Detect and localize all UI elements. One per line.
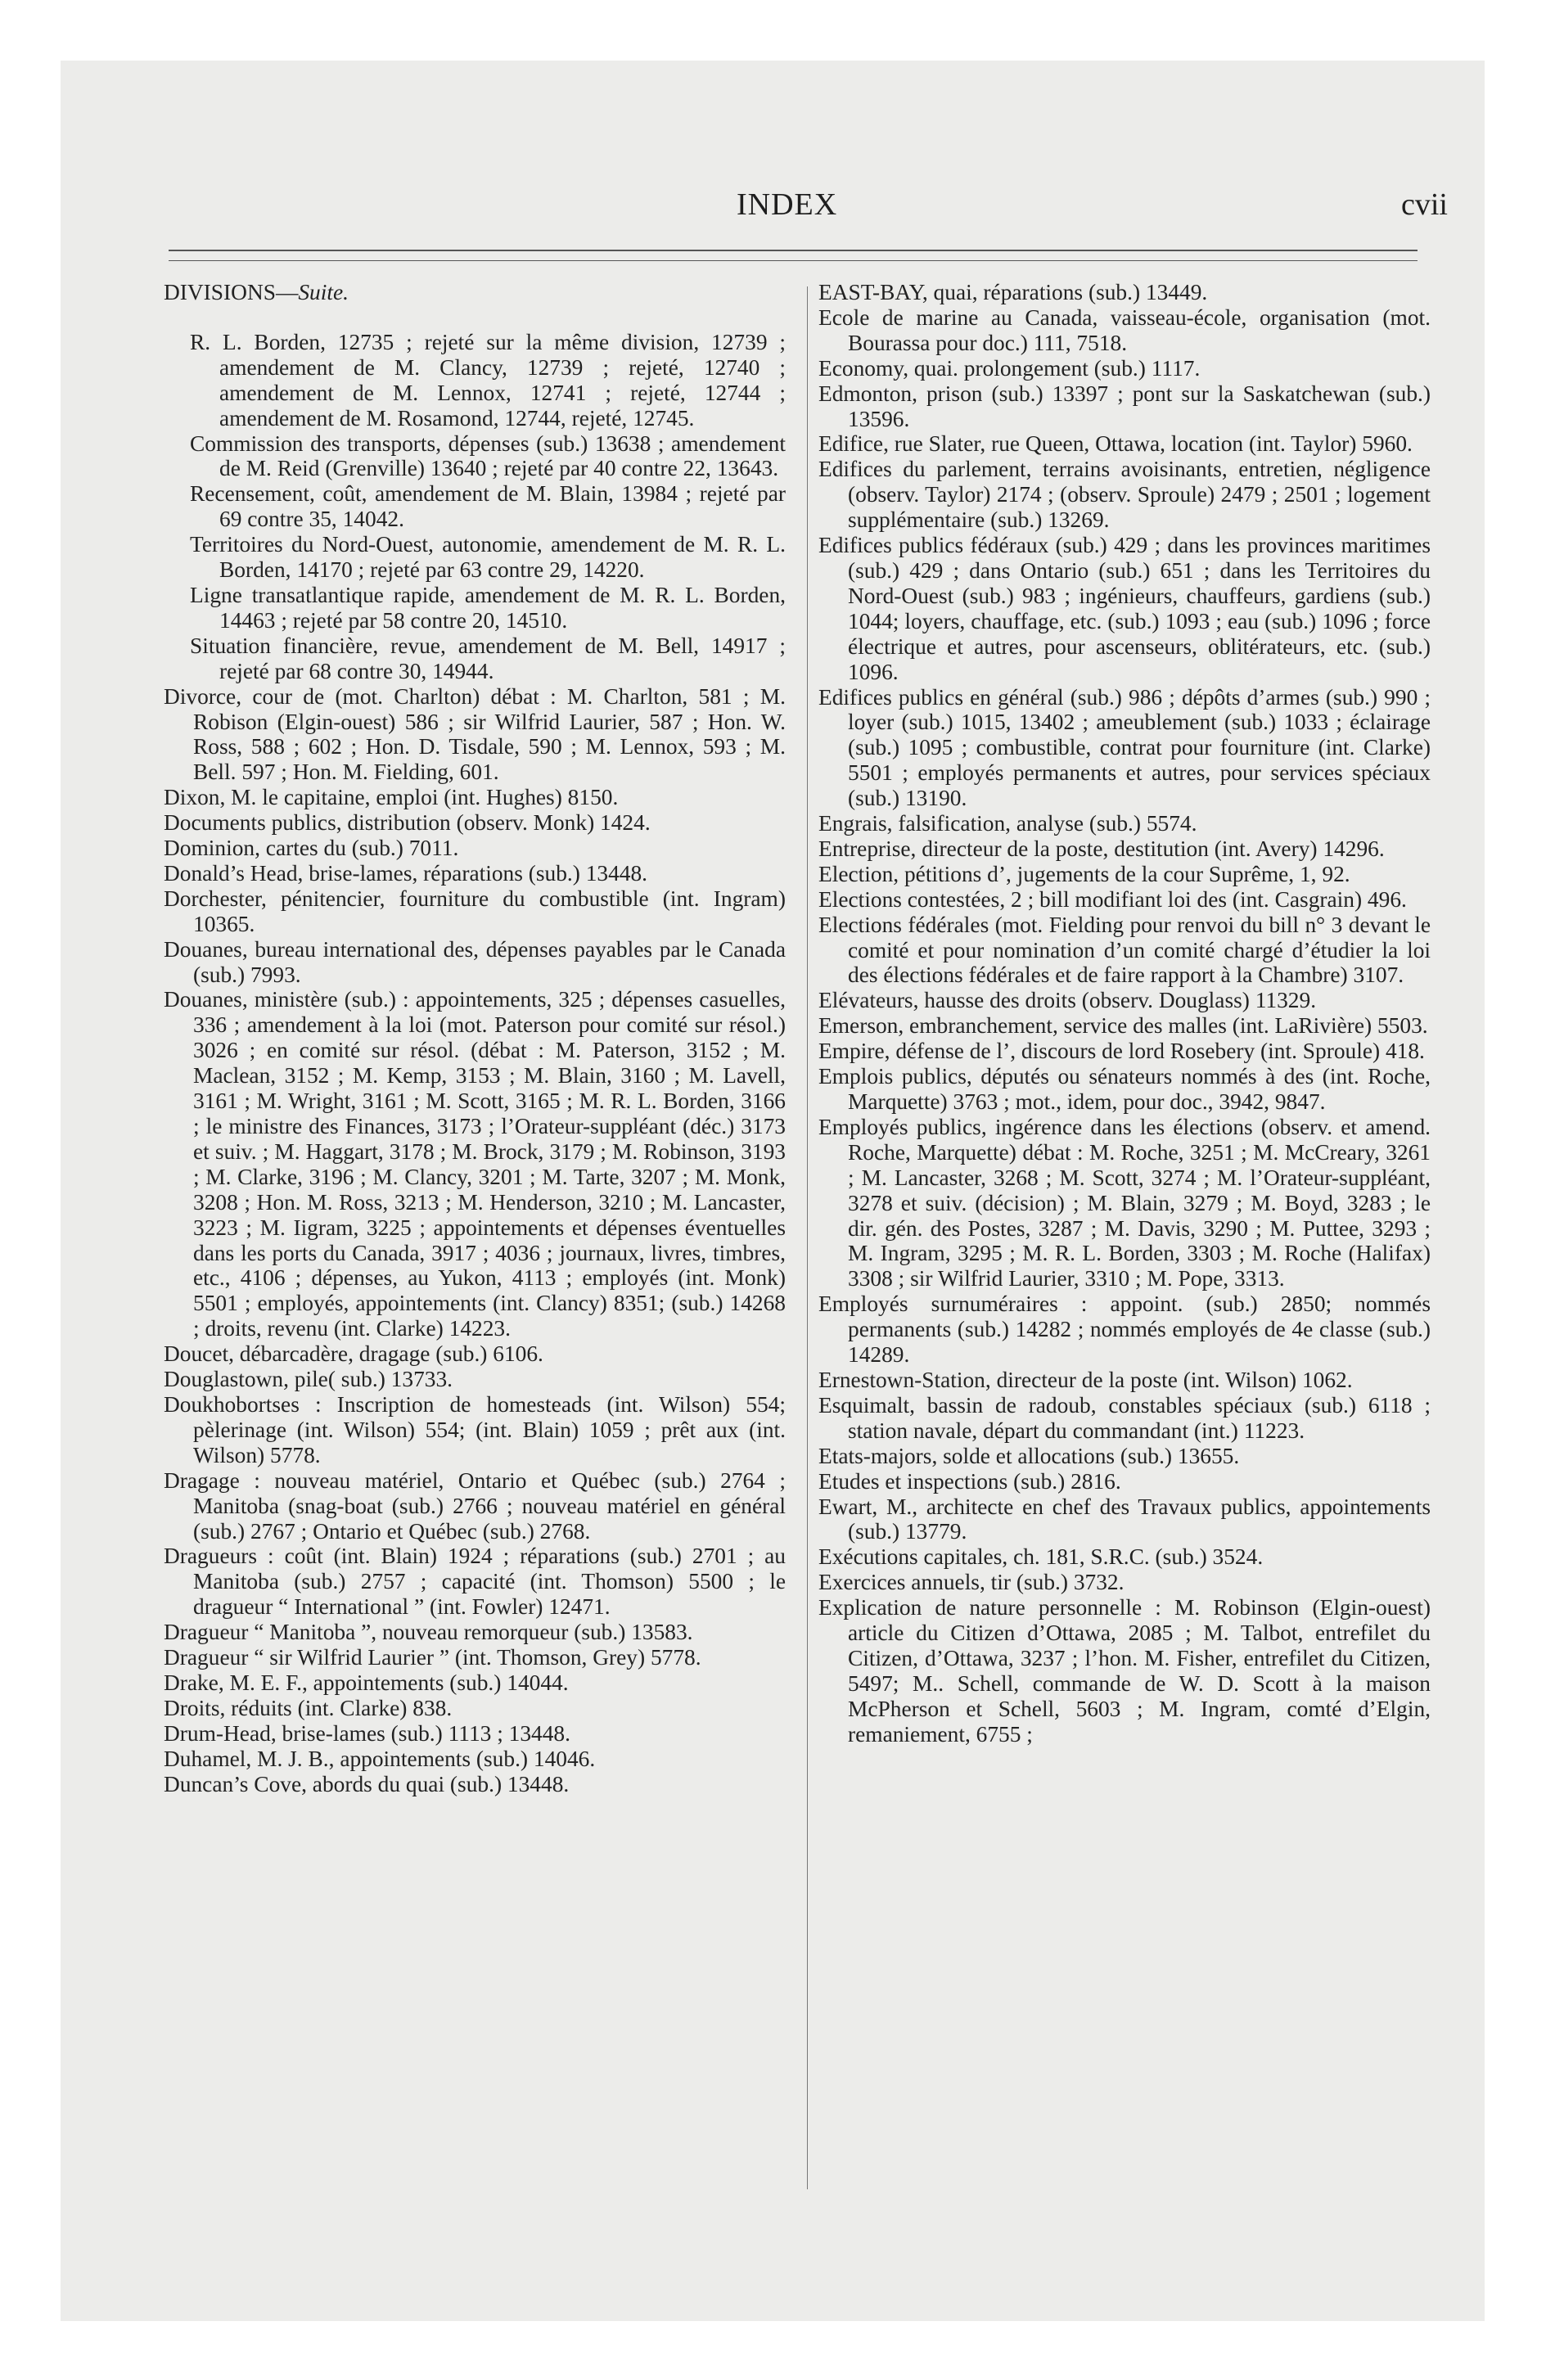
list-item: Explication de nature personnelle : M. Robinson (Elgin-ouest) article du Citizen d’Ottawa, 2085 ; M. Talbot, entrefilet du Citizen, d’Ottawa, 3237 ; l’hon. M. Fisher, entrefilet du Citizen, 5497; M.. Schell, commande de W. D. Scott à la maison McPherson et Schell, 5603 ; M. Ingram, comté d’Elgin, remaniement, 6755 ; bbox=[818, 1595, 1431, 1747]
list-item: Employés surnuméraires : appoint. (sub.) 2850; nommés permanents (sub.) 14282 ; nommés employés de 4e classe (sub.) 14289. bbox=[818, 1291, 1431, 1368]
list-item: Economy, quai. prolongement (sub.) 1117. bbox=[818, 355, 1201, 381]
list-item: Duhamel, M. J. B., appointements (sub.) 14046. bbox=[164, 1746, 596, 1771]
list-item: Engrais, falsification, analyse (sub.) 5574. bbox=[818, 811, 1197, 836]
list-item: Douanes, ministère (sub.) : appointements, 325 ; dépenses casuelles, 336 ; amendement à la loi (mot. Paterson pour comité sur résol.) 3026 ; en comité sur résol. (débat : M. Paterson, 3152 ; M. Maclean, 3152 ; M. Kemp, 3153 ; M. Blain, 3160 ; M. Lavell, 3161 ; M. Wright, 3161 ; M. Scott, 3165 ; M. R. L. Borden, 3166 ; le ministre des Finances, 3173 ; l’Orateur-suppléant (déc.) 3173 et suiv. ; M. Haggart, 3178 ; M. Brock, 3179 ; M. Robinson, 3193 ; M. Clarke, 3196 ; M. Clancy, 3201 ; M. Tarte, 3207 ; M. Monk, 3208 ; Hon. M. Ross, 3213 ; M. Henderson, 3210 ; M. Lancaster, 3223 ; M. Iigram, 3225 ; appointements et dépenses éventuelles dans les ports du Canada, 3917 ; 4036 ; journaux, livres, timbres, etc., 4106 ; dépenses, au Yukon, 4113 ; employés (int. Monk) 5501 ; employés, appointements (int. Clancy) 8351; (sub.) 14268 ; droits, revenu (int. Clarke) 14223. bbox=[164, 987, 786, 1341]
list-item: Elections contestées, 2 ; bill modifiant loi des (int. Casgrain) 496. bbox=[818, 886, 1407, 912]
list-item: Divorce, cour de (mot. Charlton) débat : M. Charlton, 581 ; M. Robison (Elgin-ouest) 586 ; sir Wilfrid Laurier, 587 ; Hon. W. Ross, 588 ; 602 ; Hon. D. Tisdale, 590 ; M. Lennox, 593 ; M. Bell. 597 ; Hon. M. Fielding, 601. bbox=[164, 683, 786, 785]
list-item: Etudes et inspections (sub.) 2816. bbox=[818, 1468, 1121, 1494]
list-item: Dominion, cartes du (sub.) 7011. bbox=[164, 836, 459, 861]
list-item: Elections fédérales (mot. Fielding pour renvoi du bill n° 3 devant le comité et pour nomination d’un comité chargé d’étudier la loi des élections fédérales et de faire rapport à la Chambre) 3107. bbox=[818, 912, 1431, 988]
list-item: Commission des transports, dépenses (sub.) 13638 ; amendement de M. Reid (Grenville) 13640 ; rejeté par 40 contre 22, 13643. bbox=[190, 430, 786, 481]
list-item: Dragueurs : coût (int. Blain) 1924 ; réparations (sub.) 2701 ; au Manitoba (sub.) 2757 ; capacité (int. Thomson) 5500 ; le dragueur “ International ” (int. Fowler) 12471. bbox=[164, 1544, 786, 1620]
section-heading bbox=[164, 280, 786, 305]
list-item: Duncan’s Cove, abords du quai (sub.) 13448. bbox=[164, 1771, 570, 1796]
section-heading-suite: Suite. bbox=[298, 280, 349, 304]
list-item: Elévateurs, hausse des droits (observ. Douglass) 11329. bbox=[818, 988, 1317, 1013]
list-item: Ligne transatlantique rapide, amendement de M. R. L. Borden, 14463 ; rejeté par 58 contre 20, 14510. bbox=[190, 582, 786, 633]
list-item: Drum-Head, brise-lames (sub.) 1113 ; 13448. bbox=[164, 1720, 570, 1746]
list-item: EAST-BAY, quai, réparations (sub.) 13449. bbox=[818, 280, 1208, 304]
list-item: Entreprise, directeur de la poste, destitution (int. Avery) 14296. bbox=[818, 836, 1385, 861]
list-item: Documents publics, distribution (observ. Monk) 1424. bbox=[164, 810, 651, 836]
list-item: Recensement, coût, amendement de M. Blain, 13984 ; rejeté par 69 contre 35, 14042. bbox=[190, 481, 786, 532]
list-item: Dixon, M. le capitaine, emploi (int. Hughes) 8150. bbox=[164, 785, 619, 810]
list-item: Edifices publics fédéraux (sub.) 429 ; dans les provinces maritimes (sub.) 429 ; dans Ontario (sub.) 651 ; dans les Territoires du Nord-Ouest (sub.) 983 ; ingénieurs, chauffeurs, gardiens (sub.) 1044; loyers, chauffage, etc. (sub.) 1093 ; eau (sub.) 1096 ; force électrique et autres, pour ascenseurs, oblitérateurs, etc. (sub.) 1096. bbox=[818, 533, 1431, 684]
list-item: Edifices publics en général (sub.) 986 ; dépôts d’armes (sub.) 990 ; loyer (sub.) 1015, 13402 ; ameublement (sub.) 1033 ; éclairage (sub.) 1095 ; combustible, contrat pour fourniture (int. Clarke) 5501 ; employés permanents et autres, pour services spéciaux (sub.) 13190. bbox=[818, 684, 1431, 811]
list-item: Exercices annuels, tir (sub.) 3732. bbox=[818, 1570, 1125, 1595]
list-item: Edifices du parlement, terrains avoisinants, entretien, négligence (observ. Taylor) 2174 ; (observ. Sproule) 2479 ; 2501 ; logement supplémentaire (sub.) 13269. bbox=[818, 457, 1431, 533]
list-item: Emerson, embranchement, service des malles (int. LaRivière) 5503. bbox=[818, 1013, 1428, 1039]
page-title: INDEX bbox=[737, 187, 838, 222]
right-column bbox=[818, 280, 1431, 1747]
list-item: Election, pétitions d’, jugements de la cour Suprême, 1, 92. bbox=[818, 861, 1350, 886]
list-item: Ewart, M., architecte en chef des Travaux publics, appointements (sub.) 13779. bbox=[818, 1494, 1431, 1544]
list-item: Dragueur “ Manitoba ”, nouveau remorqueur (sub.) 13583. bbox=[164, 1620, 693, 1645]
list-item: Drake, M. E. F., appointements (sub.) 14044. bbox=[164, 1670, 569, 1695]
list-item: Ernestown-Station, directeur de la poste (int. Wilson) 1062. bbox=[818, 1367, 1353, 1392]
list-item: Emplois publics, députés ou sénateurs nommés à des (int. Roche, Marquette) 3763 ; mot., idem, pour doc., 3942, 9847. bbox=[818, 1064, 1431, 1114]
list-item: Etats-majors, solde et allocations (sub.) 13655. bbox=[818, 1443, 1240, 1468]
list-item: Exécutions capitales, ch. 181, S.R.C. (sub.) 3524. bbox=[818, 1544, 1264, 1570]
list-item: Edmonton, prison (sub.) 13397 ; pont sur la Saskatchewan (sub.) 13596. bbox=[818, 381, 1431, 431]
list-item: Empire, défense de l’, discours de lord Rosebery (int. Sproule) 418. bbox=[818, 1039, 1425, 1064]
left-column bbox=[164, 280, 786, 1796]
list-item: Droits, réduits (int. Clarke) 838. bbox=[164, 1695, 453, 1720]
header-rule bbox=[169, 250, 1418, 251]
list-item: Edifice, rue Slater, rue Queen, Ottawa, location (int. Taylor) 5960. bbox=[818, 431, 1413, 457]
list-item: Dragage : nouveau matériel, Ontario et Québec (sub.) 2764 ; Manitoba (snag-boat (sub.) 2766 ; nouveau matériel en général (sub.) 2767 ; Ontario et Québec (sub.) 2768. bbox=[164, 1467, 786, 1544]
list-item: Doucet, débarcadère, dragage (sub.) 6106. bbox=[164, 1341, 543, 1367]
list-item: Dragueur “ sir Wilfrid Laurier ” (int. Thomson, Grey) 5778. bbox=[164, 1645, 701, 1670]
list-item: Situation financière, revue, amendement de M. Bell, 14917 ; rejeté par 68 contre 30, 14944. bbox=[190, 633, 786, 683]
list-item: Employés publics, ingérence dans les élections (observ. et amend. Roche, Marquette) débat : M. Roche, 3251 ; M. McCreary, 3261 ; M. Lancaster, 3268 ; M. Scott, 3274 ; M. l’Orateur-suppléant, 3278 et suiv. (décision) ; M. Blain, 3279 ; M. Boyd, 3283 ; le dir. gén. des Postes, 3287 ; M. Davis, 3290 ; M. Puttee, 3293 ; M. Ingram, 3295 ; M. R. L. Borden, 3303 ; M. Roche (Halifax) 3308 ; sir Wilfrid Laurier, 3310 ; M. Pope, 3313. bbox=[818, 1114, 1431, 1291]
page-number: cvii bbox=[1401, 187, 1448, 222]
list-item: Douglastown, pile( sub.) 13733. bbox=[164, 1367, 453, 1392]
list-item: Esquimalt, bassin de radoub, constables spéciaux (sub.) 6118 ; station navale, départ du commandant (int.) 11223. bbox=[818, 1392, 1431, 1443]
header-rule-thin bbox=[169, 260, 1418, 261]
column-divider bbox=[807, 286, 808, 2189]
list-item: R. L. Borden, 12735 ; rejeté sur la même division, 12739 ; amendement de M. Clancy, 12739 ; rejeté, 12740 ; amendement de M. Lennox, 12741 ; rejeté, 12744 ; amendement de M. Rosamond, 12744, rejeté, 12745. bbox=[190, 329, 786, 430]
list-item: Territoires du Nord-Ouest, autonomie, amendement de M. R. L. Borden, 14170 ; rejeté par 63 contre 29, 14220. bbox=[190, 532, 786, 583]
list-item: Donald’s Head, brise-lames, réparations (sub.) 13448. bbox=[164, 860, 648, 886]
list-item: Doukhobortses : Inscription de homesteads (int. Wilson) 554; pèlerinage (int. Wilson) 554; (int. Blain) 1059 ; prêt aux (int. Wilson) 5778. bbox=[164, 1391, 786, 1467]
list-item: Douanes, bureau international des, dépenses payables par le Canada (sub.) 7993. bbox=[164, 936, 786, 987]
list-item: Dorchester, pénitencier, fourniture du combustible (int. Ingram) 10365. bbox=[164, 886, 786, 936]
section-heading-label: DIVISIONS— bbox=[164, 280, 299, 304]
list-item: Ecole de marine au Canada, vaisseau-école, organisation (mot. Bourassa pour doc.) 111, 7518. bbox=[818, 304, 1431, 355]
